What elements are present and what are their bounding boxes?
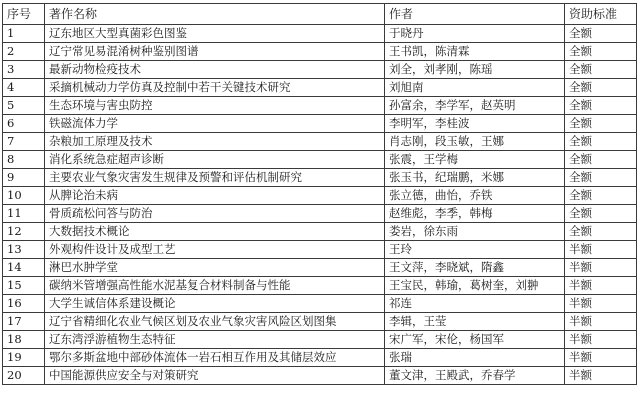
cell-level: 半额 bbox=[565, 277, 637, 295]
cell-no: 2 bbox=[3, 43, 45, 61]
header-row bbox=[3, 4, 637, 25]
cell-level: 全额 bbox=[565, 115, 637, 133]
cell-no: 10 bbox=[3, 187, 45, 205]
cell-author: 娄岩，徐东雨 bbox=[385, 223, 565, 241]
cell-level: 全额 bbox=[565, 205, 637, 223]
cell-no: 1 bbox=[3, 25, 45, 43]
cell-title: 大学生诚信体系建设概论 bbox=[45, 295, 385, 313]
cell-title: 最新动物检疫技术 bbox=[45, 61, 385, 79]
cell-author: 张瑞 bbox=[385, 349, 565, 367]
cell-no: 12 bbox=[3, 223, 45, 241]
table-row bbox=[3, 115, 637, 133]
cell-title: 辽东湾浮游植物生态特征 bbox=[45, 331, 385, 349]
cell-title: 骨质疏松问答与防治 bbox=[45, 205, 385, 223]
cell-title: 生态环境与害虫防控 bbox=[45, 97, 385, 115]
cell-no: 14 bbox=[3, 259, 45, 277]
header-author: 作者 bbox=[385, 4, 565, 25]
cell-level: 全额 bbox=[565, 133, 637, 151]
cell-level: 半额 bbox=[565, 367, 637, 385]
table-row bbox=[3, 61, 637, 79]
cell-title: 淋巴水肿学堂 bbox=[45, 259, 385, 277]
cell-no: 13 bbox=[3, 241, 45, 259]
funding-table-container bbox=[2, 3, 636, 385]
cell-no: 4 bbox=[3, 79, 45, 97]
funding-table bbox=[2, 3, 637, 385]
cell-level: 全额 bbox=[565, 187, 637, 205]
cell-title: 铁磁流体力学 bbox=[45, 115, 385, 133]
cell-level: 全额 bbox=[565, 25, 637, 43]
table-row bbox=[3, 79, 637, 97]
cell-author: 肖志刚，段玉敏，王娜 bbox=[385, 133, 565, 151]
header-no: 序号 bbox=[3, 4, 45, 25]
cell-author: 王书凯，陈清霖 bbox=[385, 43, 565, 61]
cell-title: 辽宁省精细化农业气候区划及农业气象灾害风险区划图集 bbox=[45, 313, 385, 331]
cell-title: 消化系统急症超声诊断 bbox=[45, 151, 385, 169]
cell-title: 辽宁常见易混淆树种鉴别图谱 bbox=[45, 43, 385, 61]
table-row bbox=[3, 43, 637, 61]
table-row bbox=[3, 241, 637, 259]
cell-no: 9 bbox=[3, 169, 45, 187]
cell-no: 15 bbox=[3, 277, 45, 295]
cell-level: 全额 bbox=[565, 61, 637, 79]
cell-author: 于晓丹 bbox=[385, 25, 565, 43]
cell-level: 全额 bbox=[565, 223, 637, 241]
header-title: 著作名称 bbox=[45, 4, 385, 25]
cell-title: 碳纳米管增强高性能水泥基复合材料制备与性能 bbox=[45, 277, 385, 295]
cell-author: 王玲 bbox=[385, 241, 565, 259]
cell-no: 16 bbox=[3, 295, 45, 313]
cell-author: 宋广军，宋伦，杨国军 bbox=[385, 331, 565, 349]
table-row bbox=[3, 205, 637, 223]
cell-level: 半额 bbox=[565, 241, 637, 259]
table-row bbox=[3, 259, 637, 277]
cell-no: 20 bbox=[3, 367, 45, 385]
cell-level: 半额 bbox=[565, 259, 637, 277]
cell-author: 王文萍，李晓斌，隋鑫 bbox=[385, 259, 565, 277]
table-row bbox=[3, 277, 637, 295]
cell-author: 赵维彪，李季，韩梅 bbox=[385, 205, 565, 223]
cell-no: 19 bbox=[3, 349, 45, 367]
table-row bbox=[3, 97, 637, 115]
cell-level: 全额 bbox=[565, 97, 637, 115]
cell-level: 全额 bbox=[565, 169, 637, 187]
cell-no: 6 bbox=[3, 115, 45, 133]
cell-title: 鄂尔多斯盆地中部砂体流体一岩石相互作用及其储层效应 bbox=[45, 349, 385, 367]
cell-level: 全额 bbox=[565, 43, 637, 61]
table-row bbox=[3, 331, 637, 349]
table-row bbox=[3, 313, 637, 331]
cell-level: 全额 bbox=[565, 151, 637, 169]
cell-title: 外观构件设计及成型工艺 bbox=[45, 241, 385, 259]
cell-author: 张震，王学梅 bbox=[385, 151, 565, 169]
cell-title: 杂粮加工原理及技术 bbox=[45, 133, 385, 151]
cell-title: 辽东地区大型真菌彩色图鉴 bbox=[45, 25, 385, 43]
header-level: 资助标准 bbox=[565, 4, 637, 25]
cell-author: 祁连 bbox=[385, 295, 565, 313]
cell-author: 刘旭南 bbox=[385, 79, 565, 97]
cell-author: 王宝民，韩瑜，葛树奎，刘翀 bbox=[385, 277, 565, 295]
table-row bbox=[3, 223, 637, 241]
cell-author: 李辑，王莹 bbox=[385, 313, 565, 331]
cell-author: 董文津，王殿武，乔春学 bbox=[385, 367, 565, 385]
cell-no: 18 bbox=[3, 331, 45, 349]
cell-no: 17 bbox=[3, 313, 45, 331]
table-row bbox=[3, 349, 637, 367]
cell-level: 半额 bbox=[565, 295, 637, 313]
cell-author: 孙富余，李学军，赵英明 bbox=[385, 97, 565, 115]
table-row bbox=[3, 295, 637, 313]
cell-title: 从脾论治未病 bbox=[45, 187, 385, 205]
cell-author: 张立德，曲怡，乔铁 bbox=[385, 187, 565, 205]
table-row bbox=[3, 169, 637, 187]
table-row bbox=[3, 133, 637, 151]
cell-title: 主要农业气象灾害发生规律及预警和评估机制研究 bbox=[45, 169, 385, 187]
table-row bbox=[3, 367, 637, 385]
table-body bbox=[3, 25, 637, 385]
cell-no: 5 bbox=[3, 97, 45, 115]
cell-no: 3 bbox=[3, 61, 45, 79]
table-row bbox=[3, 151, 637, 169]
cell-title: 中国能源供应安全与对策研究 bbox=[45, 367, 385, 385]
cell-no: 8 bbox=[3, 151, 45, 169]
cell-level: 半额 bbox=[565, 331, 637, 349]
cell-author: 张玉书，纪瑞鹏，米娜 bbox=[385, 169, 565, 187]
cell-title: 采摘机械动力学仿真及控制中若干关键技术研究 bbox=[45, 79, 385, 97]
cell-author: 李明军，李桂波 bbox=[385, 115, 565, 133]
cell-no: 7 bbox=[3, 133, 45, 151]
cell-level: 半额 bbox=[565, 349, 637, 367]
table-row bbox=[3, 187, 637, 205]
cell-level: 半额 bbox=[565, 313, 637, 331]
cell-level: 全额 bbox=[565, 79, 637, 97]
cell-no: 11 bbox=[3, 205, 45, 223]
cell-author: 刘全，刘孝刚，陈瑶 bbox=[385, 61, 565, 79]
cell-title: 大数据技术概论 bbox=[45, 223, 385, 241]
table-row bbox=[3, 25, 637, 43]
